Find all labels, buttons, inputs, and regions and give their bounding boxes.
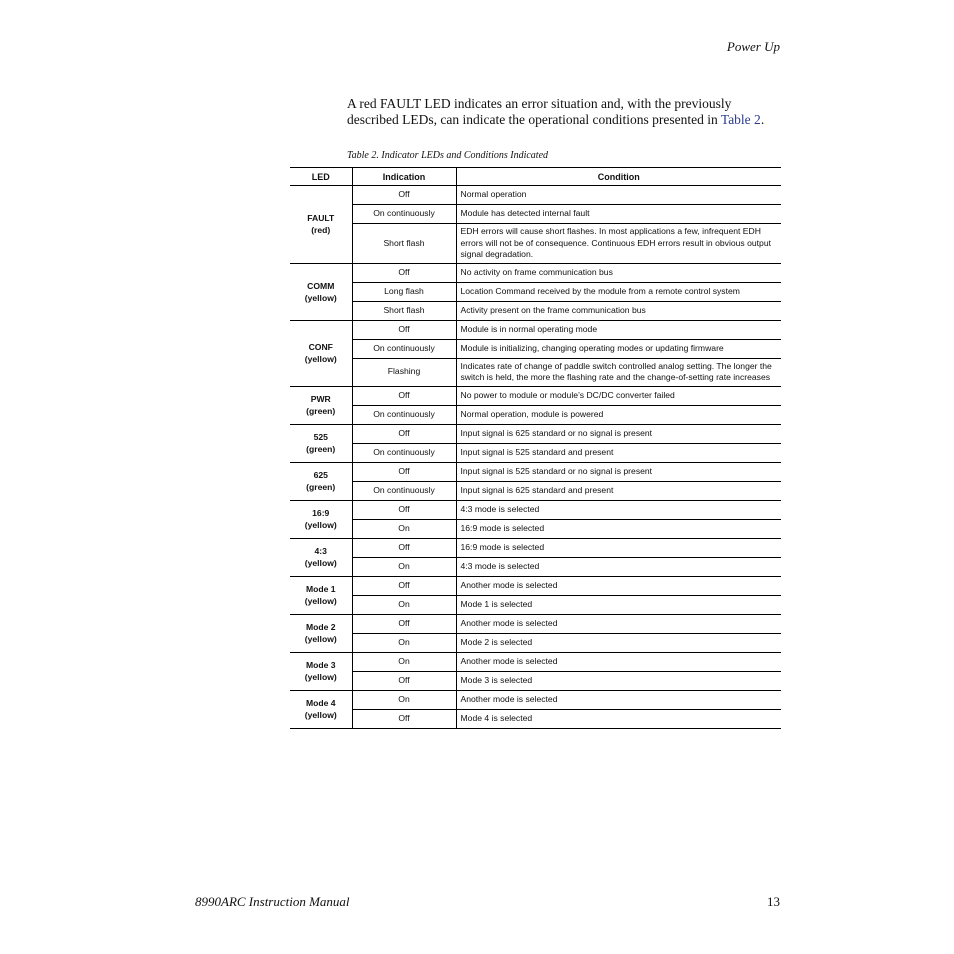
led-color: (yellow) bbox=[304, 596, 337, 606]
led-name-cell bbox=[290, 652, 352, 690]
table-row bbox=[290, 690, 781, 709]
condition-cell: Another mode is selected bbox=[456, 576, 781, 595]
table-row bbox=[290, 557, 781, 576]
led-name: Mode 1 bbox=[305, 584, 336, 594]
led-color: (yellow) bbox=[304, 634, 337, 644]
led-color: (yellow) bbox=[304, 520, 337, 530]
table-row bbox=[290, 633, 781, 652]
indication-cell: Off bbox=[352, 576, 456, 595]
table-row bbox=[290, 481, 781, 500]
indication-cell: Off bbox=[352, 186, 456, 205]
led-name: 625 bbox=[313, 470, 328, 480]
led-table bbox=[290, 167, 781, 729]
led-name-cell bbox=[290, 614, 352, 652]
condition-cell: Indicates rate of change of paddle switch controlled analog setting. The longer the switch is held, the more the flashing rate and the change-of-setting rate increases bbox=[456, 358, 781, 386]
led-color: (yellow) bbox=[304, 710, 337, 720]
table-row bbox=[290, 263, 781, 282]
indication-cell: Short flash bbox=[352, 301, 456, 320]
table-row bbox=[290, 320, 781, 339]
table-row bbox=[290, 519, 781, 538]
table-row bbox=[290, 301, 781, 320]
indication-cell: Off bbox=[352, 709, 456, 728]
led-color: (green) bbox=[306, 444, 336, 454]
condition-cell: No power to module or module’s DC/DC converter failed bbox=[456, 386, 781, 405]
footer-manual-title: 8990ARC Instruction Manual bbox=[195, 894, 350, 909]
indication-cell: Off bbox=[352, 538, 456, 557]
intro-paragraph bbox=[347, 96, 777, 128]
table-row bbox=[290, 652, 781, 671]
led-name: FAULT bbox=[307, 213, 335, 224]
indication-cell: Off bbox=[352, 462, 456, 481]
intro-text: A red FAULT LED indicates an error situation and, with the previously described LEDs, can indicate the operational conditions presented in bbox=[347, 95, 732, 127]
condition-cell: Input signal is 525 standard or no signal is present bbox=[456, 462, 781, 481]
indication-cell: On continuously bbox=[352, 205, 456, 224]
table-caption: Table 2. Indicator LEDs and Conditions Indicated bbox=[347, 150, 549, 161]
indication-cell: Off bbox=[352, 671, 456, 690]
condition-cell: 4:3 mode is selected bbox=[456, 557, 781, 576]
header-indication: Indication bbox=[352, 168, 456, 186]
table-row bbox=[290, 462, 781, 481]
led-name-cell bbox=[290, 462, 352, 500]
table-row bbox=[290, 205, 781, 224]
led-name-cell bbox=[290, 186, 352, 264]
header-condition: Condition bbox=[456, 168, 781, 186]
condition-cell: 4:3 mode is selected bbox=[456, 500, 781, 519]
table-row bbox=[290, 186, 781, 205]
condition-cell: 16:9 mode is selected bbox=[456, 538, 781, 557]
condition-cell: Module is in normal operating mode bbox=[456, 320, 781, 339]
led-color: (yellow) bbox=[304, 558, 337, 568]
indication-cell: Off bbox=[352, 263, 456, 282]
condition-cell: No activity on frame communication bus bbox=[456, 263, 781, 282]
led-name: 525 bbox=[313, 432, 328, 442]
led-name: Mode 3 bbox=[305, 660, 336, 670]
condition-cell: Mode 2 is selected bbox=[456, 633, 781, 652]
condition-cell: Module is initializing, changing operating modes or updating firmware bbox=[456, 339, 781, 358]
led-name: CONF bbox=[308, 342, 333, 352]
led-color: (yellow) bbox=[304, 292, 337, 303]
led-color: (yellow) bbox=[304, 672, 337, 682]
led-color: (green) bbox=[306, 406, 336, 416]
condition-cell: Input signal is 625 standard or no signal is present bbox=[456, 424, 781, 443]
indication-cell: On bbox=[352, 595, 456, 614]
indication-cell: On bbox=[352, 557, 456, 576]
indication-cell: On bbox=[352, 652, 456, 671]
table-row bbox=[290, 614, 781, 633]
led-color: (red) bbox=[311, 225, 331, 236]
condition-cell: Location Command received by the module from a remote control system bbox=[456, 282, 781, 301]
indication-cell: Flashing bbox=[352, 358, 456, 386]
indication-cell: Off bbox=[352, 386, 456, 405]
indication-cell: On bbox=[352, 519, 456, 538]
condition-cell: Activity present on the frame communication bus bbox=[456, 301, 781, 320]
condition-cell: Another mode is selected bbox=[456, 652, 781, 671]
condition-cell: Normal operation, module is powered bbox=[456, 405, 781, 424]
table-row bbox=[290, 282, 781, 301]
condition-cell: Mode 4 is selected bbox=[456, 709, 781, 728]
table-row bbox=[290, 538, 781, 557]
table-row bbox=[290, 671, 781, 690]
table-body bbox=[290, 186, 781, 729]
led-name: PWR bbox=[310, 394, 331, 404]
led-name: COMM bbox=[307, 280, 335, 291]
led-name: Mode 4 bbox=[305, 698, 336, 708]
table-2-link[interactable]: Table 2 bbox=[720, 111, 761, 127]
condition-cell: Normal operation bbox=[456, 186, 781, 205]
condition-cell: Another mode is selected bbox=[456, 614, 781, 633]
led-name: Mode 2 bbox=[305, 622, 336, 632]
led-name: 4:3 bbox=[314, 546, 327, 556]
condition-cell: Input signal is 625 standard and present bbox=[456, 481, 781, 500]
condition-cell: Module has detected internal fault bbox=[456, 205, 781, 224]
table-row bbox=[290, 595, 781, 614]
table-row bbox=[290, 500, 781, 519]
indication-cell: Short flash bbox=[352, 224, 456, 264]
table-row bbox=[290, 339, 781, 358]
led-color: (green) bbox=[306, 482, 336, 492]
led-name-cell bbox=[290, 263, 352, 320]
table-row bbox=[290, 709, 781, 728]
indication-cell: On bbox=[352, 690, 456, 709]
led-name-cell bbox=[290, 320, 352, 386]
page-number: 13 bbox=[767, 894, 780, 909]
condition-cell: Mode 1 is selected bbox=[456, 595, 781, 614]
led-name-cell bbox=[290, 424, 352, 462]
indication-cell: Off bbox=[352, 614, 456, 633]
led-name-cell bbox=[290, 538, 352, 576]
indication-cell: On continuously bbox=[352, 443, 456, 462]
condition-cell: 16:9 mode is selected bbox=[456, 519, 781, 538]
header-led: LED bbox=[290, 168, 352, 186]
indication-cell: Long flash bbox=[352, 282, 456, 301]
table-header-row bbox=[290, 168, 781, 186]
running-head: Power Up bbox=[726, 39, 780, 54]
table-row bbox=[290, 386, 781, 405]
indication-cell: On continuously bbox=[352, 481, 456, 500]
table-row bbox=[290, 358, 781, 386]
table-row bbox=[290, 443, 781, 462]
table-row bbox=[290, 224, 781, 264]
table-row bbox=[290, 424, 781, 443]
condition-cell: Another mode is selected bbox=[456, 690, 781, 709]
condition-cell: Mode 3 is selected bbox=[456, 671, 781, 690]
indication-cell: On bbox=[352, 633, 456, 652]
indication-cell: Off bbox=[352, 320, 456, 339]
indication-cell: Off bbox=[352, 424, 456, 443]
led-name-cell bbox=[290, 690, 352, 728]
led-name-cell bbox=[290, 386, 352, 424]
intro-end: . bbox=[760, 111, 765, 127]
indication-cell: On continuously bbox=[352, 405, 456, 424]
condition-cell: EDH errors will cause short flashes. In most applications a few, infrequent EDH errors will not be of consequence. Continuous EDH errors result in obvious output signal degradation. bbox=[456, 224, 781, 264]
indication-cell: On continuously bbox=[352, 339, 456, 358]
table-row bbox=[290, 576, 781, 595]
condition-cell: Input signal is 525 standard and present bbox=[456, 443, 781, 462]
led-name-cell bbox=[290, 576, 352, 614]
table-row bbox=[290, 405, 781, 424]
led-color: (yellow) bbox=[304, 354, 337, 364]
led-name: 16:9 bbox=[312, 508, 330, 518]
led-name-cell bbox=[290, 500, 352, 538]
indication-cell: Off bbox=[352, 500, 456, 519]
